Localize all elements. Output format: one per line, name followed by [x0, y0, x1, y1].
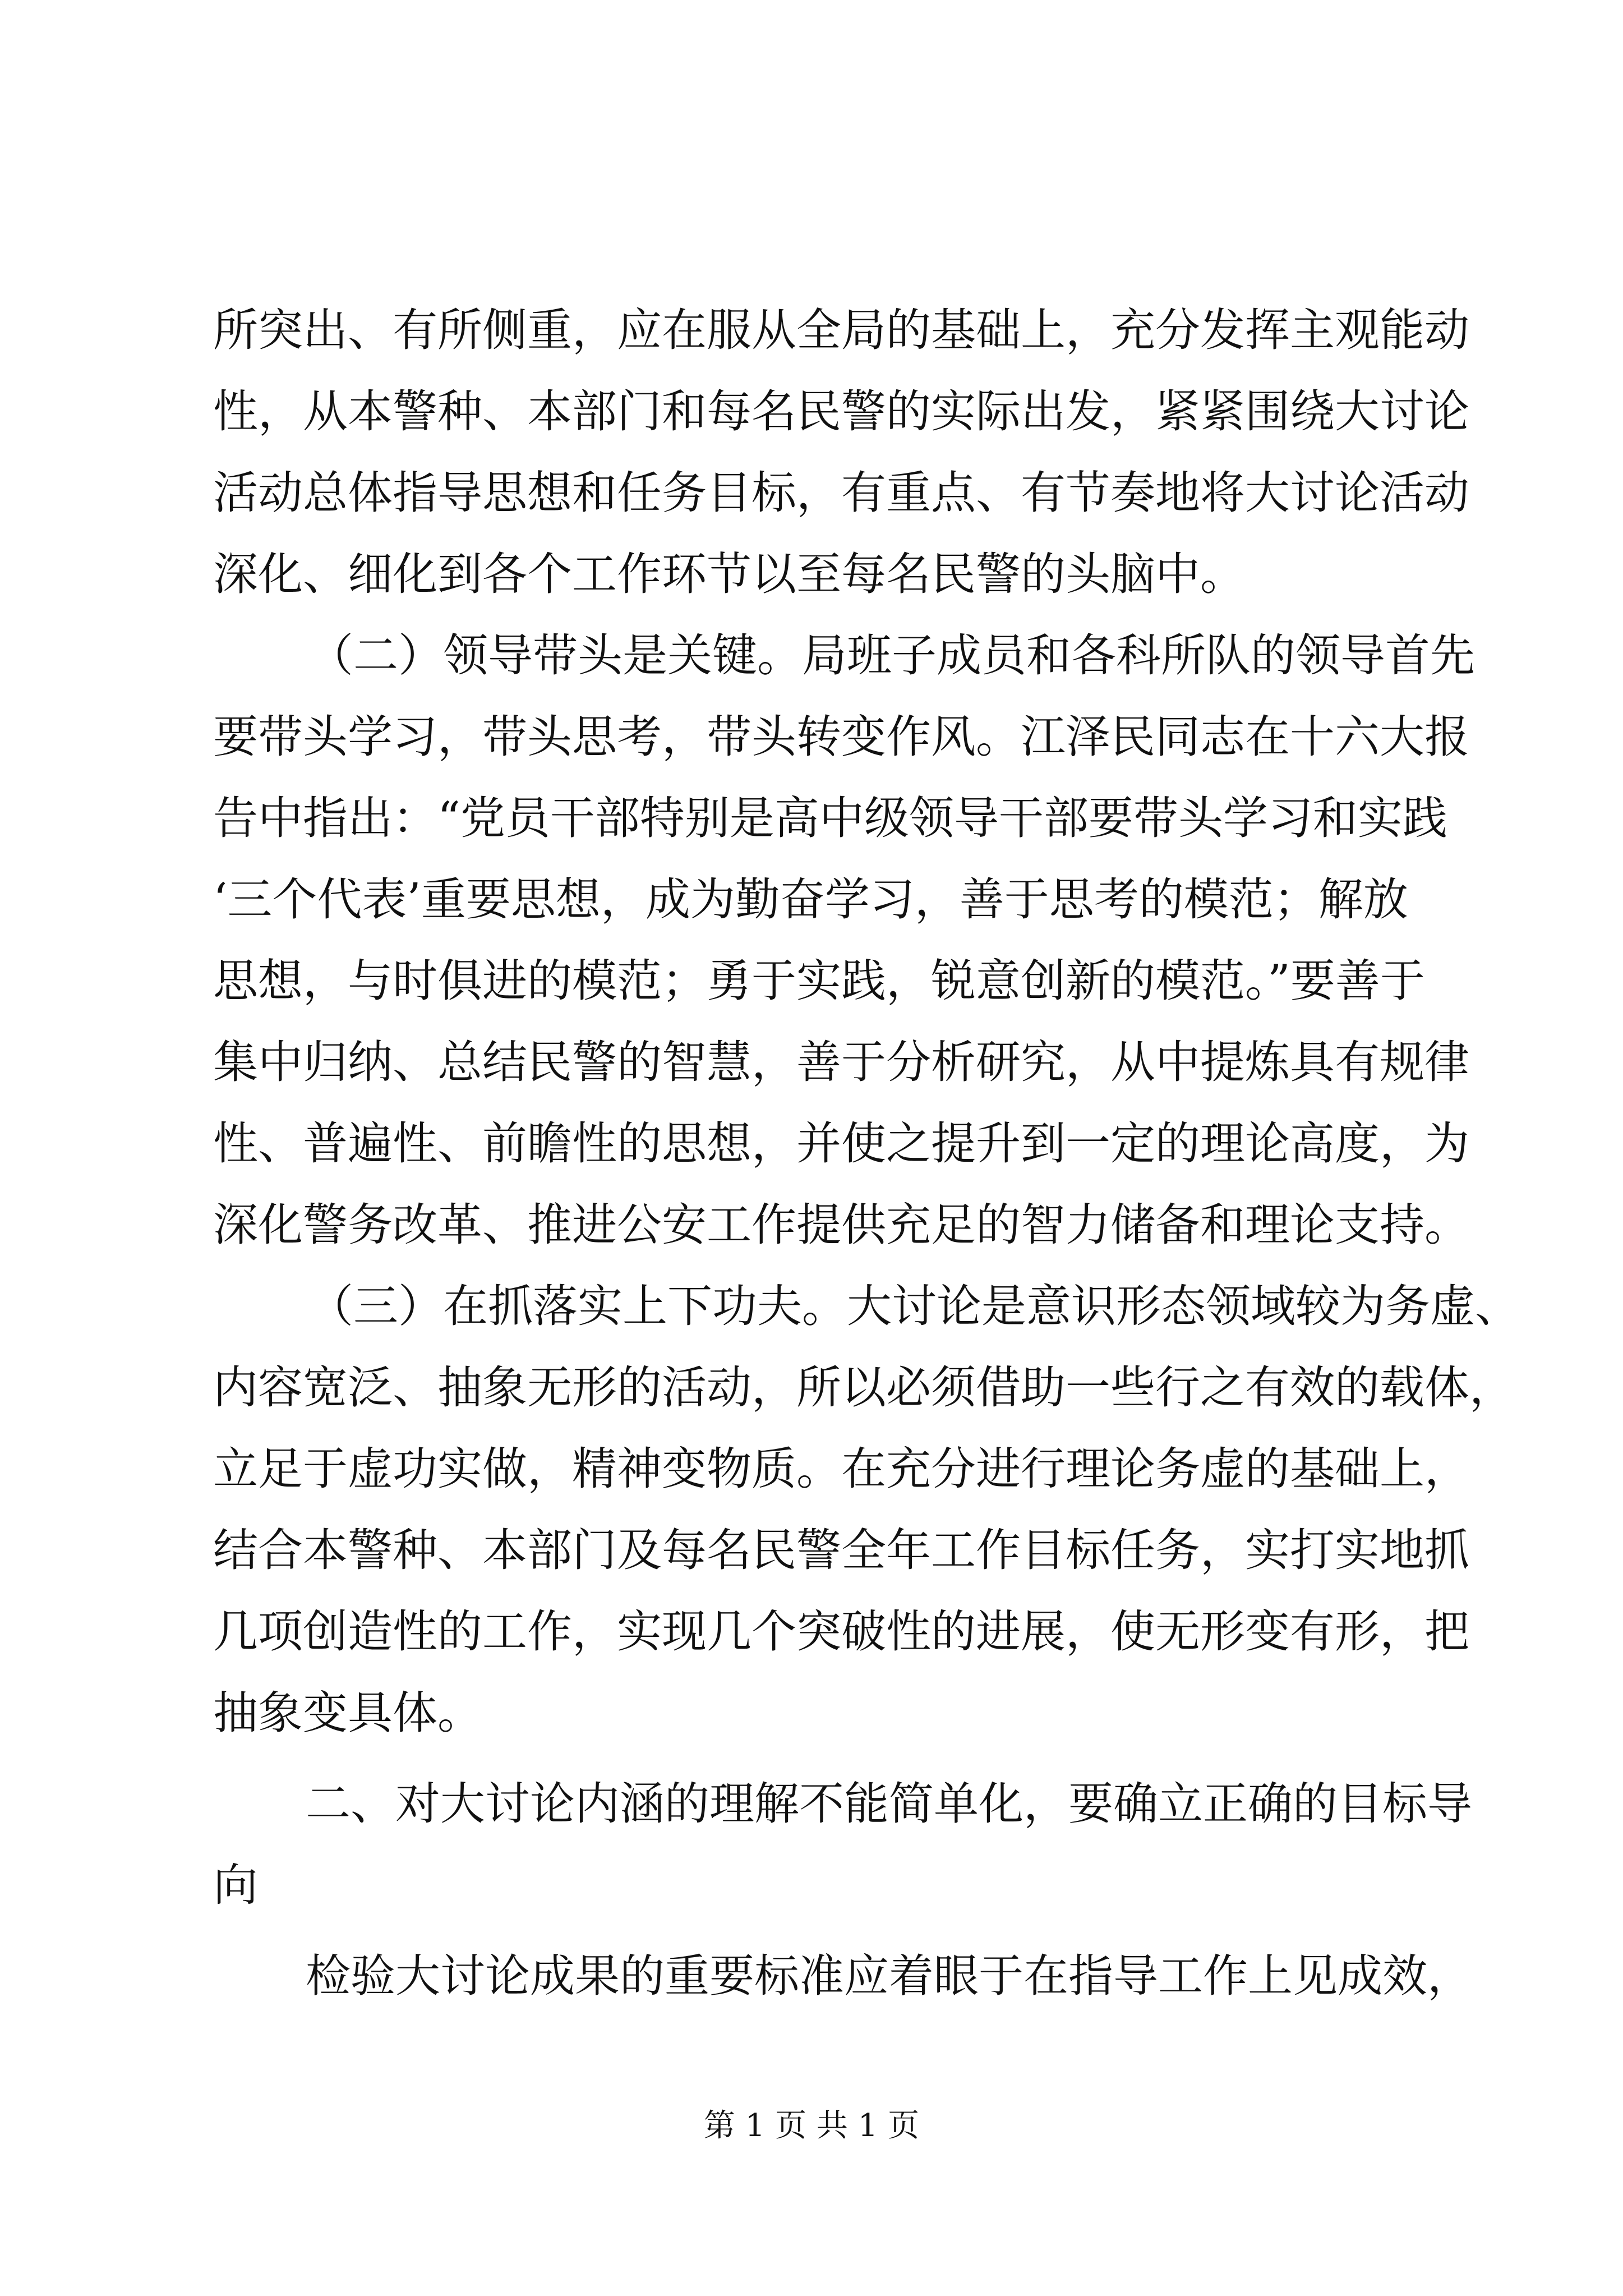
text-line: 所突出、有所侧重，应在服从全局的基础上，充分发挥主观能动 — [213, 304, 1469, 356]
text-line: 性，从本警种、本部门和每名民警的实际出发，紧紧围绕大讨论 — [213, 385, 1469, 438]
text-line: 深化、细化到各个工作环节以至每名民警的头脑中。 — [213, 548, 1245, 600]
text-line: ‘三个代表’重要思想，成为勤奋学习，善于思考的模范；解放 — [213, 873, 1408, 926]
text-line: 抽象变具体。 — [213, 1687, 482, 1739]
text-line: （二）领导带头是关键。局班子成员和各科所队的领导首先 — [308, 629, 1475, 682]
text-line: 活动总体指导思想和任务目标，有重点、有节奏地将大讨论活动 — [213, 467, 1469, 519]
section-heading-line: 二、对大讨论内涵的理解不能简单化，要确立正确的目标导 — [306, 1778, 1472, 1830]
text-line: 思想，与时俱进的模范；勇于实践，锐意创新的模范。”要善于 — [213, 955, 1425, 1007]
text-line: 集中归纳、总结民警的智慧，善于分析研究，从中提炼具有规律 — [213, 1036, 1469, 1088]
text-line: 深化警务改革、推进公安工作提供充足的智力储备和理论支持。 — [213, 1199, 1469, 1251]
text-line: 要带头学习，带头思考，带头转变作风。江泽民同志在十六大报 — [213, 711, 1469, 763]
text-line: 检验大讨论成果的重要标准应着眼于在指导工作上见成效， — [306, 1950, 1472, 2002]
text-line: 内容宽泛、抽象无形的活动，所以必须借助一些行之有效的载体， — [213, 1361, 1514, 1414]
text-line: 立足于虚功实做，精神变物质。在充分进行理论务虚的基础上， — [213, 1443, 1469, 1495]
section-heading-line: 向 — [213, 1859, 258, 1911]
text-line: 几项创造性的工作，实现几个突破性的进展，使无形变有形，把 — [213, 1605, 1469, 1658]
text-line: 结合本警种、本部门及每名民警全年工作目标任务，实打实地抓 — [213, 1524, 1469, 1576]
text-line: 性、普遍性、前瞻性的思想，并使之提升到一定的理论高度，为 — [213, 1117, 1469, 1170]
text-line: （三）在抓落实上下功夫。大讨论是意识形态领域较为务虚、 — [308, 1280, 1520, 1332]
text-line: 告中指出：“党员干部特别是高中级领导干部要带头学习和实践 — [213, 792, 1447, 844]
page-footer: 第 1 页 共 1 页 — [703, 2108, 920, 2144]
